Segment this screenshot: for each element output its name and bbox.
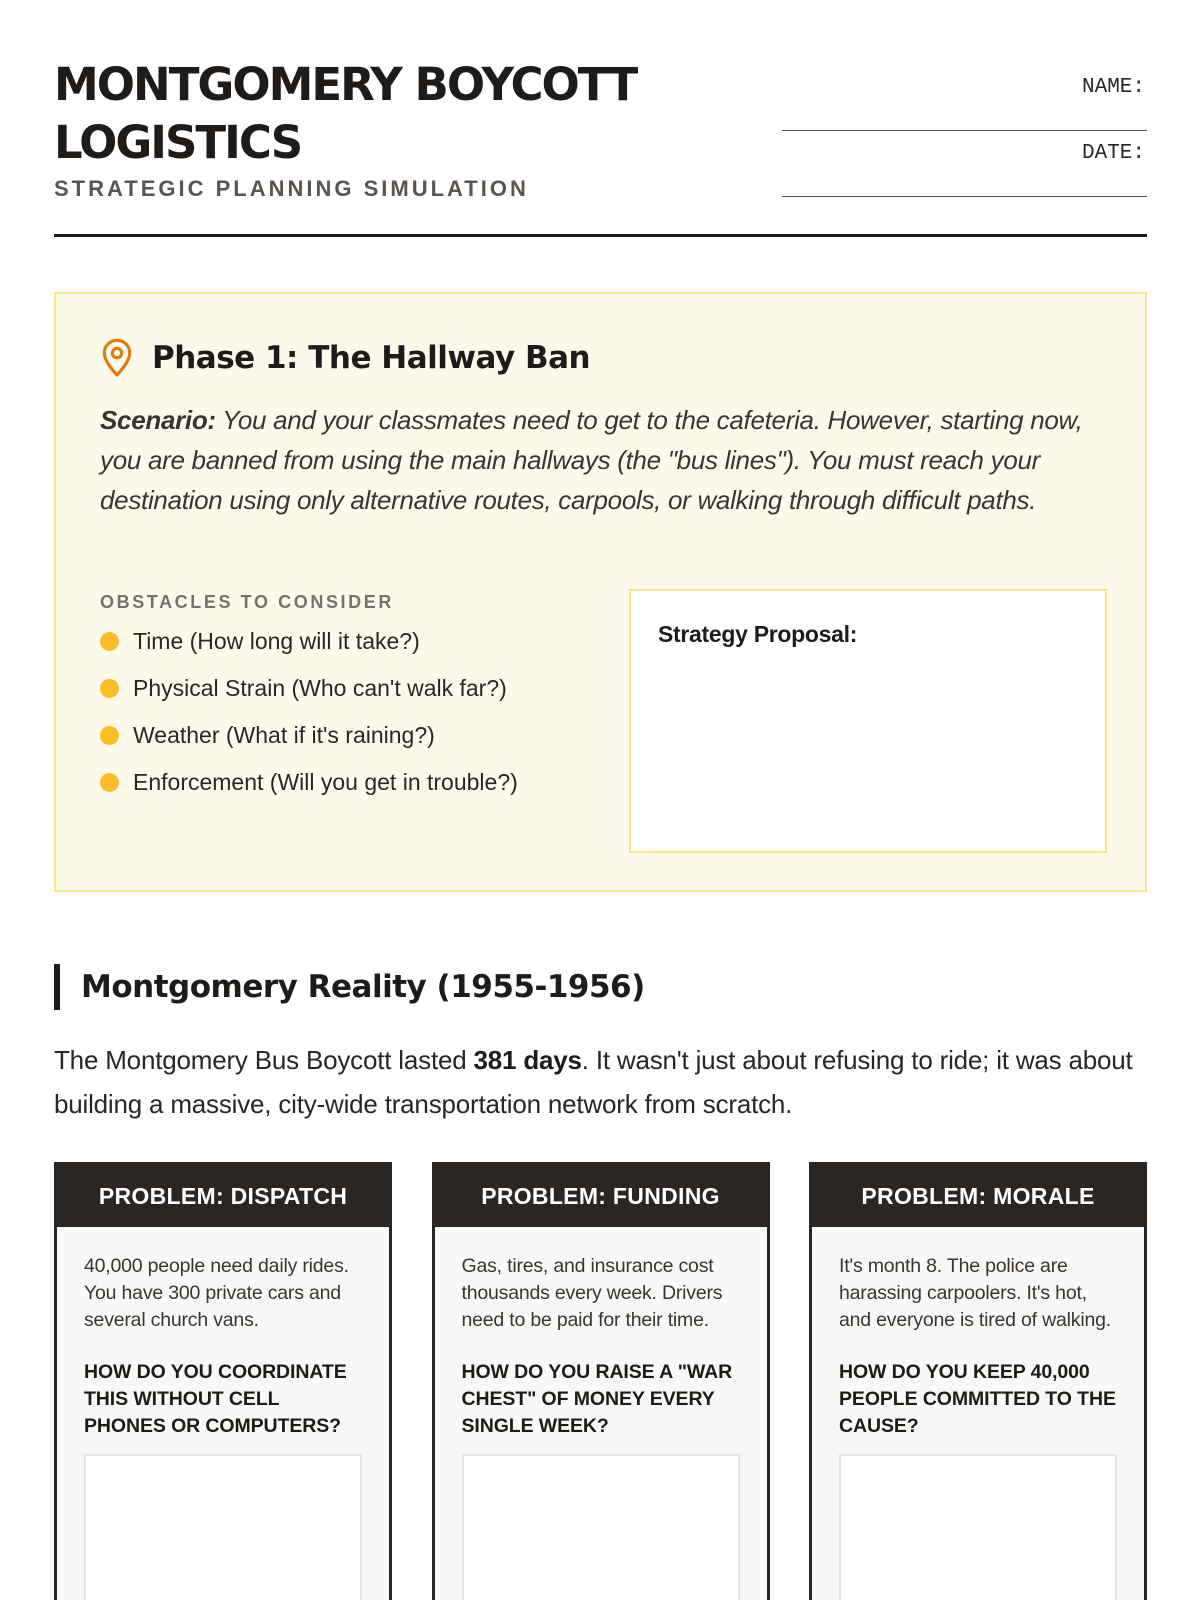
- problem-description: It's month 8. The police are harassing carpoolers. It's hot, and everyone is tired of walking.: [839, 1255, 1111, 1331]
- map-pin-icon: [100, 338, 134, 378]
- date-line[interactable]: [782, 196, 1147, 197]
- problem-title: PROBLEM: DISPATCH: [57, 1165, 389, 1227]
- boycott-duration: 381 days: [473, 1045, 582, 1075]
- phase-heading: [100, 338, 590, 378]
- strategy-proposal-label: Strategy Proposal:: [658, 621, 858, 647]
- obstacle-text: Time (How long will it take?): [133, 628, 420, 654]
- name-line[interactable]: [782, 130, 1147, 131]
- obstacle-text: Enforcement (Will you get in trouble?): [133, 769, 518, 795]
- list-item: [100, 626, 518, 673]
- page-title: MONTGOMERY BOYCOTT LOGISTICS: [54, 58, 637, 169]
- bullet-dot-icon: [100, 773, 119, 792]
- problem-description: Gas, tires, and insurance cost thousands every week. Drivers need to be paid for their time.: [461, 1255, 723, 1331]
- answer-box[interactable]: [462, 1454, 740, 1600]
- list-item: [100, 720, 518, 767]
- obstacle-text: Weather (What if it's raining?): [133, 722, 435, 748]
- name-label: NAME:: [1081, 76, 1145, 99]
- answer-box[interactable]: [839, 1454, 1117, 1600]
- scenario-body: You and your classmates need to get to the cafeteria. However, starting now, you are banned from using the main hallways (the "bus lines"). You must reach your destination using only alternative routes, carpools, or walking through difficult paths.: [100, 405, 1083, 515]
- reality-text-start: The Montgomery Bus Boycott lasted: [54, 1045, 474, 1075]
- problem-card-dispatch: [54, 1162, 392, 1600]
- problem-title: PROBLEM: MORALE: [812, 1165, 1144, 1227]
- worksheet-page: [54, 0, 1147, 1437]
- problem-title: PROBLEM: FUNDING: [435, 1165, 767, 1227]
- phase-title: Phase 1: The Hallway Ban: [152, 340, 591, 376]
- worksheet-header: [54, 0, 1147, 237]
- problem-question: HOW DO YOU RAISE A "WAR CHEST" OF MONEY EVERY SINGLE WEEK?: [461, 1361, 733, 1437]
- bullet-dot-icon: [100, 632, 119, 651]
- name-field[interactable]: [782, 70, 1147, 136]
- page-subtitle: STRATEGIC PLANNING SIMULATION: [54, 176, 529, 201]
- reality-heading: Montgomery Reality (1955-1956): [54, 964, 645, 1010]
- problem-card-morale: [809, 1162, 1147, 1600]
- date-label: DATE:: [1081, 142, 1145, 165]
- scenario-label: Scenario:: [100, 405, 216, 435]
- obstacles-list: [100, 626, 518, 814]
- reality-text: [54, 1038, 1147, 1126]
- problem-description: 40,000 people need daily rides. You have 300 private cars and several church vans.: [84, 1255, 349, 1331]
- bullet-dot-icon: [100, 726, 119, 745]
- scenario-text: [100, 400, 1110, 520]
- strategy-proposal-box[interactable]: [629, 589, 1107, 853]
- student-info: [782, 70, 1147, 202]
- problem-card-funding: [432, 1162, 770, 1600]
- list-item: [100, 673, 518, 720]
- date-field[interactable]: [782, 136, 1147, 202]
- problem-question: HOW DO YOU COORDINATE THIS WITHOUT CELL PHONES OR COMPUTERS?: [84, 1361, 347, 1437]
- list-item: [100, 767, 518, 814]
- reality-text-end: . It wasn't just about refusing to ride; it was about building a massive, city-wide transportation network from scratch.: [54, 1045, 1133, 1119]
- phase-1-card: [54, 292, 1147, 892]
- bullet-dot-icon: [100, 679, 119, 698]
- problem-cards: [54, 1162, 1147, 1600]
- obstacle-text: Physical Strain (Who can't walk far?): [133, 675, 507, 701]
- problem-question: HOW DO YOU KEEP 40,000 PEOPLE COMMITTED TO THE CAUSE?: [839, 1361, 1116, 1437]
- obstacles-heading: OBSTACLES TO CONSIDER: [100, 592, 394, 612]
- answer-box[interactable]: [84, 1454, 362, 1600]
